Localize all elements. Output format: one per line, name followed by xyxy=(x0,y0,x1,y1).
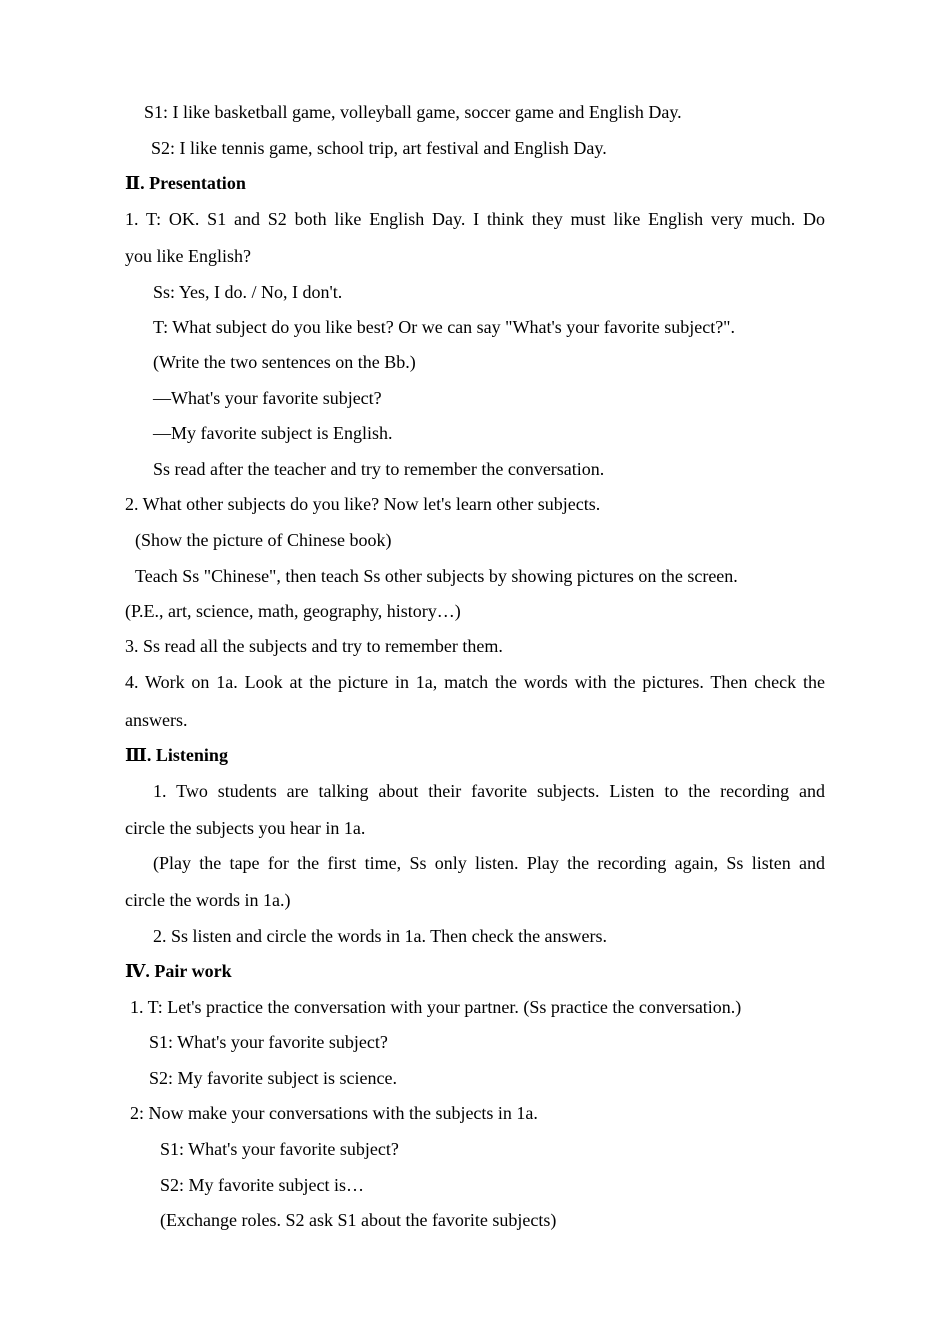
paragraph-line: 4. Work on 1a. Look at the picture in 1a, match the words with the pictures. Then check the xyxy=(125,672,825,692)
dialogue-line: S1: What's your favorite subject? xyxy=(149,1032,388,1052)
dialogue-line: T: What subject do you like best? Or we can say "What's your favorite subject?". xyxy=(153,317,736,337)
paragraph-line: circle the subjects you hear in 1a. xyxy=(125,818,366,838)
paragraph-line: 1. Two students are talking about their favorite subjects. Listen to the recording and xyxy=(153,781,825,801)
section-heading-presentation: Ⅱ. Presentation xyxy=(125,173,246,193)
paragraph-line: 3. Ss read all the subjects and try to remember them. xyxy=(125,636,503,656)
dialogue-line: S1: What's your favorite subject? xyxy=(160,1139,399,1159)
dialogue-line: S2: My favorite subject is… xyxy=(160,1175,364,1195)
dialogue-line: S2: I like tennis game, school trip, art festival and English Day. xyxy=(151,138,607,158)
instruction-line: (Show the picture of Chinese book) xyxy=(135,530,392,550)
dialogue-line: S1: I like basketball game, volleyball game, soccer game and English Day. xyxy=(144,102,682,122)
dialogue-line: —What's your favorite subject? xyxy=(153,388,382,408)
paragraph-line: 1. T: OK. S1 and S2 both like English Day. I think they must like English very much. Do xyxy=(125,209,825,229)
paragraph-line: (P.E., art, science, math, geography, history…) xyxy=(125,601,461,621)
dialogue-line: —My favorite subject is English. xyxy=(153,423,393,443)
paragraph-line: circle the words in 1a.) xyxy=(125,890,291,910)
paragraph-line: 2: Now make your conversations with the subjects in 1a. xyxy=(130,1103,538,1123)
instruction-line: Teach Ss "Chinese", then teach Ss other subjects by showing pictures on the screen. xyxy=(135,566,738,586)
paragraph-line: 1. T: Let's practice the conversation with your partner. (Ss practice the conversation.) xyxy=(130,997,742,1017)
instruction-line: (Exchange roles. S2 ask S1 about the favorite subjects) xyxy=(160,1210,557,1230)
paragraph-line: (Play the tape for the first time, Ss only listen. Play the recording again, Ss listen and xyxy=(153,853,825,873)
paragraph-line: you like English? xyxy=(125,246,251,266)
instruction-line: Ss read after the teacher and try to remember the conversation. xyxy=(153,459,605,479)
paragraph-line: 2. Ss listen and circle the words in 1a. Then check the answers. xyxy=(153,926,608,946)
section-heading-listening: Ⅲ. Listening xyxy=(125,745,228,765)
dialogue-line: Ss: Yes, I do. / No, I don't. xyxy=(153,282,343,302)
instruction-line: (Write the two sentences on the Bb.) xyxy=(153,352,416,372)
paragraph-line: answers. xyxy=(125,710,188,730)
section-heading-pair-work: Ⅳ. Pair work xyxy=(125,961,232,981)
dialogue-line: S2: My favorite subject is science. xyxy=(149,1068,397,1088)
paragraph-line: 2. What other subjects do you like? Now let's learn other subjects. xyxy=(125,494,601,514)
